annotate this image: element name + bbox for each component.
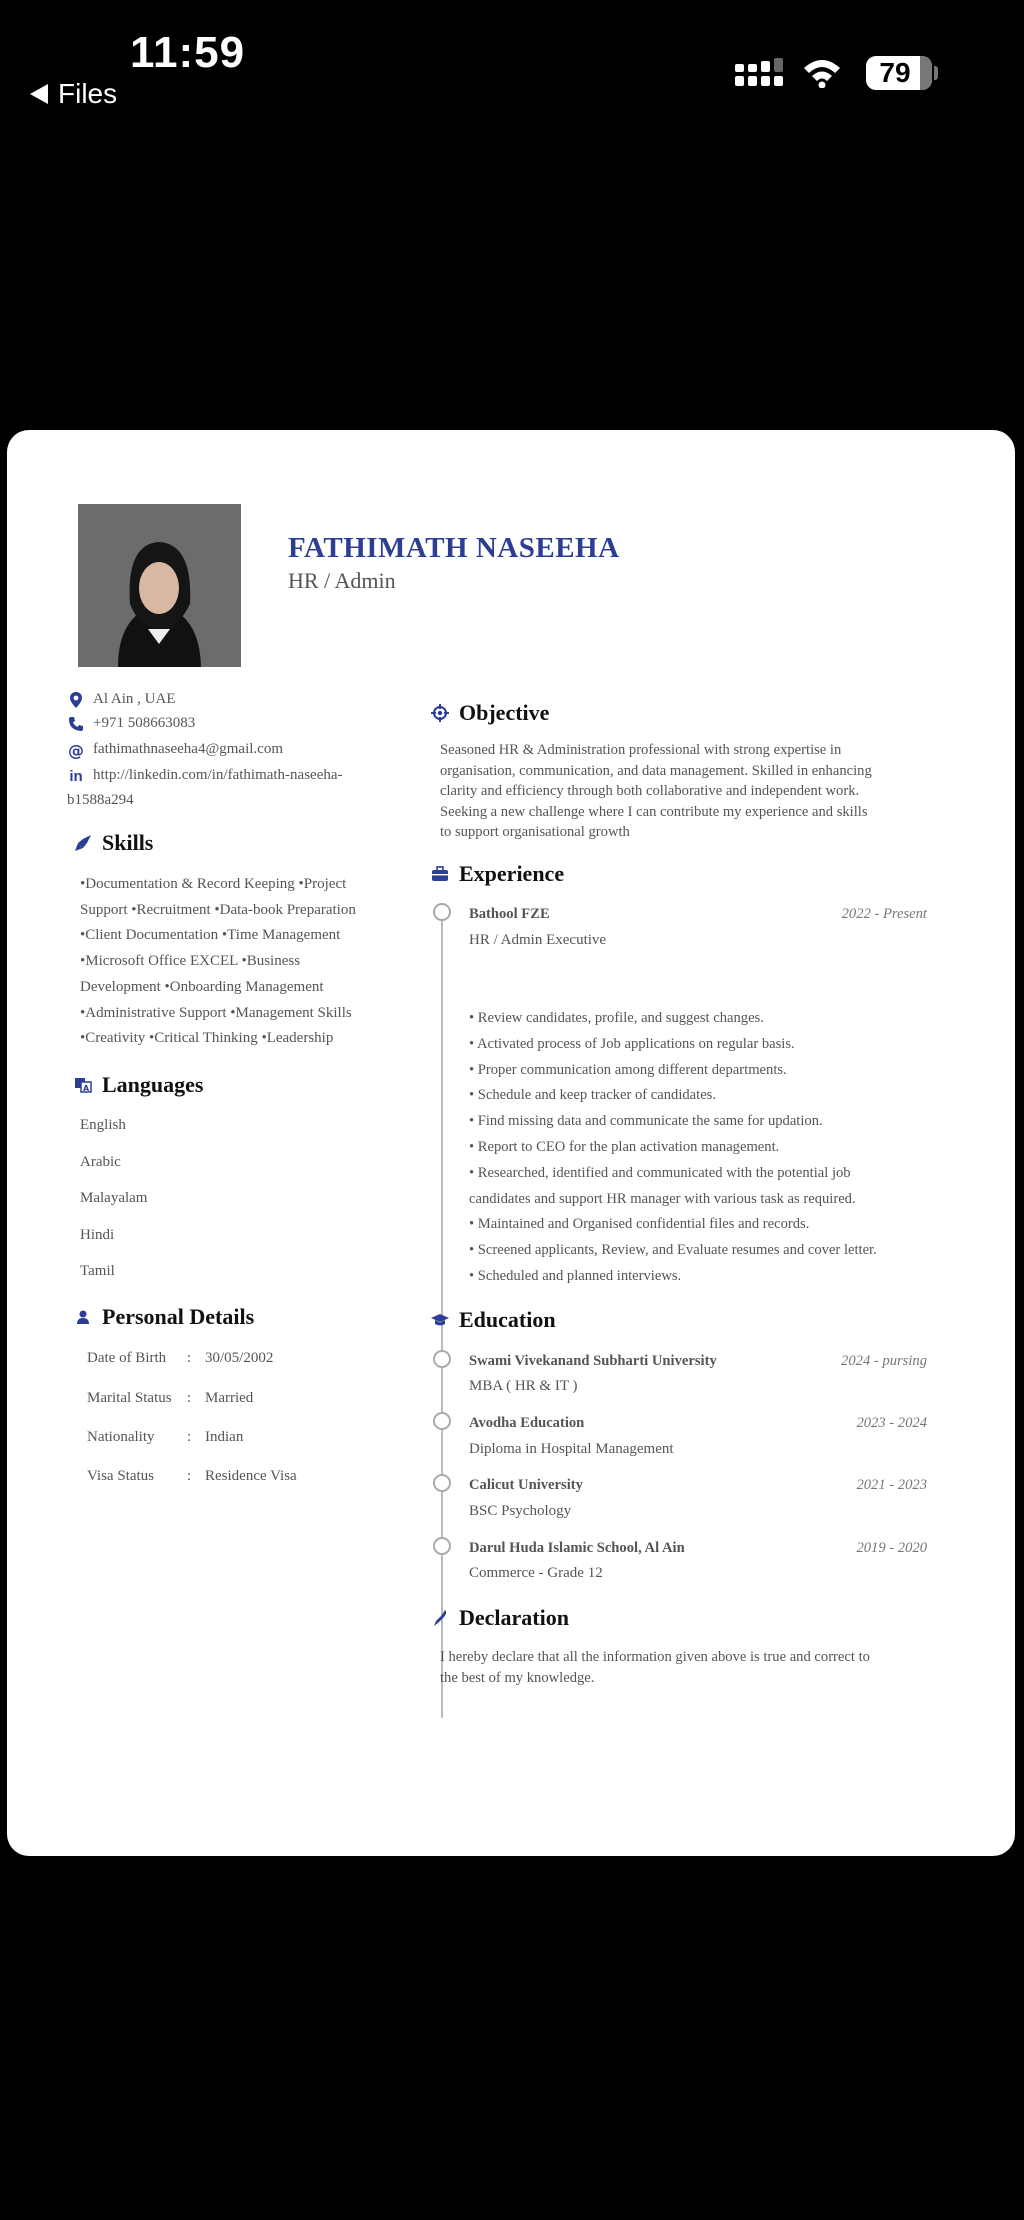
back-to-files-button[interactable] (30, 78, 117, 110)
experience-heading (431, 861, 564, 887)
objective-text (440, 740, 940, 843)
experience-bullet: candidates and support HR manager with various task as required. (469, 1190, 856, 1207)
experience-bullets (469, 1006, 949, 1290)
graduation-cap-icon (431, 1311, 449, 1329)
language-item: Tamil (80, 1263, 115, 1279)
objective-line: clarity and efficiency through both collaborative and independent work. (440, 783, 860, 799)
languages-title: Languages (102, 1072, 204, 1097)
nationality-value: Indian (205, 1429, 244, 1445)
skills-heading (74, 830, 153, 856)
resume-page (7, 430, 1015, 1856)
svg-text:A: A (83, 1084, 90, 1093)
candidate-role: HR / Admin (288, 568, 396, 593)
linkedin-text[interactable]: http://linkedin.com/in/fathimath-naseeha- (93, 767, 343, 783)
skills-title: Skills (102, 830, 154, 855)
experience-bullet: • Screened applicants, Review, and Evaluate resumes and cover letter. (469, 1242, 877, 1259)
education-school: Calicut University (469, 1477, 583, 1493)
profile-photo (78, 504, 241, 667)
marital-label: Marital Status (87, 1390, 172, 1406)
location-pin-icon (67, 691, 85, 709)
contact-phone (67, 715, 195, 733)
education-school: Swami Vivekanand Subharti University (469, 1353, 717, 1369)
dob-value: 30/05/2002 (205, 1350, 274, 1366)
marital-sep: : (187, 1390, 192, 1406)
education-dates: 2019 - 2020 (856, 1540, 927, 1556)
nationality-label: Nationality (87, 1429, 155, 1445)
experience-title: Experience (459, 861, 565, 886)
contact-email (67, 741, 283, 759)
at-sign-icon: @ (68, 740, 84, 760)
translate-icon (74, 1076, 92, 1094)
marital-value: Married (205, 1390, 254, 1406)
target-icon (431, 704, 449, 722)
education-dates: 2021 - 2023 (856, 1477, 927, 1493)
education-degree: MBA ( HR & IT ) (469, 1378, 578, 1394)
nationality-sep: : (187, 1429, 192, 1445)
rocket-icon (74, 834, 92, 852)
dob-label: Date of Birth (87, 1350, 167, 1366)
objective-line: Seeking a new challenge where I can contribute my experience and skills (440, 803, 868, 820)
battery-level: 79 (879, 57, 911, 88)
battery-icon (866, 56, 932, 90)
experience-bullet: • Review candidates, profile, and suggest changes. (469, 1010, 764, 1026)
declaration-line: I hereby declare that all the information given above is true and correct to (440, 1649, 870, 1665)
education-school: Avodha Education (469, 1415, 585, 1431)
phone-icon (67, 715, 85, 733)
declaration-line: the best of my knowledge. (440, 1669, 595, 1686)
experience-bullet: • Proper communication among different departments. (469, 1061, 787, 1078)
personal-details-title: Personal Details (102, 1304, 255, 1329)
location-text: Al Ain , UAE (93, 691, 176, 707)
back-arrow-icon (30, 84, 48, 104)
experience-bullet: • Maintained and Organised confidential files and records. (469, 1216, 810, 1233)
timeline-dot (433, 1350, 451, 1368)
battery-cap (934, 66, 938, 80)
briefcase-icon (431, 865, 449, 883)
education-degree: Commerce - Grade 12 (469, 1565, 603, 1581)
experience-company: Bathool FZE (469, 906, 550, 922)
skills-line: •Documentation & Record Keeping •Project (80, 876, 347, 892)
contact-linkedin-continued (67, 792, 134, 809)
education-degree: BSC Psychology (469, 1503, 572, 1519)
skills-line: •Microsoft Office EXCEL •Business (80, 953, 301, 970)
timeline-dot (433, 903, 451, 921)
education-school: Darul Huda Islamic School, Al Ain (469, 1540, 685, 1556)
declaration-text (440, 1647, 940, 1688)
skills-line: •Creativity •Critical Thinking •Leadership (80, 1030, 334, 1047)
cellular-signal-icon (734, 58, 788, 88)
email-text: fathimathnaseeha4@gmail.com (93, 741, 283, 757)
experience-bullet: • Report to CEO for the plan activation management. (469, 1138, 780, 1155)
education-dates: 2023 - 2024 (856, 1415, 927, 1431)
status-bar (0, 0, 1024, 120)
skills-line: •Administrative Support •Management Skills (80, 1004, 352, 1021)
phone-text: +971 508663083 (93, 715, 196, 731)
skills-line: Support •Recruitment •Data-book Preparation (80, 901, 356, 918)
pen-icon (431, 1609, 449, 1627)
education-degree: Diploma in Hospital Management (469, 1441, 674, 1457)
languages-heading (74, 1072, 203, 1098)
linkedin-text-continued: b1588a294 (67, 792, 134, 808)
experience-bullet: • Schedule and keep tracker of candidates. (469, 1087, 717, 1104)
timeline-dot (433, 1537, 451, 1555)
objective-heading (431, 700, 549, 726)
visa-value: Residence Visa (205, 1468, 297, 1484)
declaration-heading (431, 1605, 569, 1631)
person-icon (74, 1308, 92, 1326)
experience-bullet: • Find missing data and communicate the same for updation. (469, 1113, 823, 1130)
experience-position: HR / Admin Executive (469, 932, 607, 948)
language-item: Malayalam (80, 1190, 148, 1206)
education-dates: 2024 - pursing (841, 1353, 927, 1369)
skills-line: Development •Onboarding Management (80, 978, 324, 995)
skills-line: •Client Documentation •Time Management (80, 927, 341, 944)
education-heading (431, 1307, 556, 1333)
objective-line: to support organisational growth (440, 824, 630, 840)
skills-list (80, 872, 390, 1052)
experience-bullet: • Scheduled and planned interviews. (469, 1267, 682, 1284)
timeline-dot (433, 1474, 451, 1492)
back-label: Files (58, 78, 118, 109)
linkedin-icon: in (69, 767, 83, 785)
experience-bullet: • Activated process of Job applications on regular basis. (469, 1035, 795, 1052)
wifi-icon (802, 58, 842, 88)
language-item: Hindi (80, 1227, 115, 1243)
dob-sep: : (187, 1350, 192, 1366)
education-title: Education (459, 1307, 556, 1332)
declaration-title: Declaration (459, 1605, 569, 1630)
objective-line: Seasoned HR & Administration professional with strong expertise in (440, 742, 842, 758)
language-item: English (80, 1117, 126, 1133)
experience-bullet: • Researched, identified and communicated with the potential job (469, 1164, 851, 1181)
visa-sep: : (187, 1468, 192, 1484)
objective-title: Objective (459, 700, 550, 725)
status-time: 11:59 (130, 28, 246, 77)
personal-details-heading (74, 1304, 254, 1330)
visa-label: Visa Status (87, 1468, 155, 1484)
language-item: Arabic (80, 1154, 121, 1170)
experience-dates: 2022 - Present (841, 906, 927, 922)
timeline-dot (433, 1412, 451, 1430)
contact-linkedin[interactable] (67, 767, 343, 785)
candidate-name: FATHIMATH NASEEHA (288, 532, 620, 564)
contact-location (67, 691, 176, 709)
objective-line: organisation, communication, and data management. Skilled in enhancing (440, 762, 872, 779)
